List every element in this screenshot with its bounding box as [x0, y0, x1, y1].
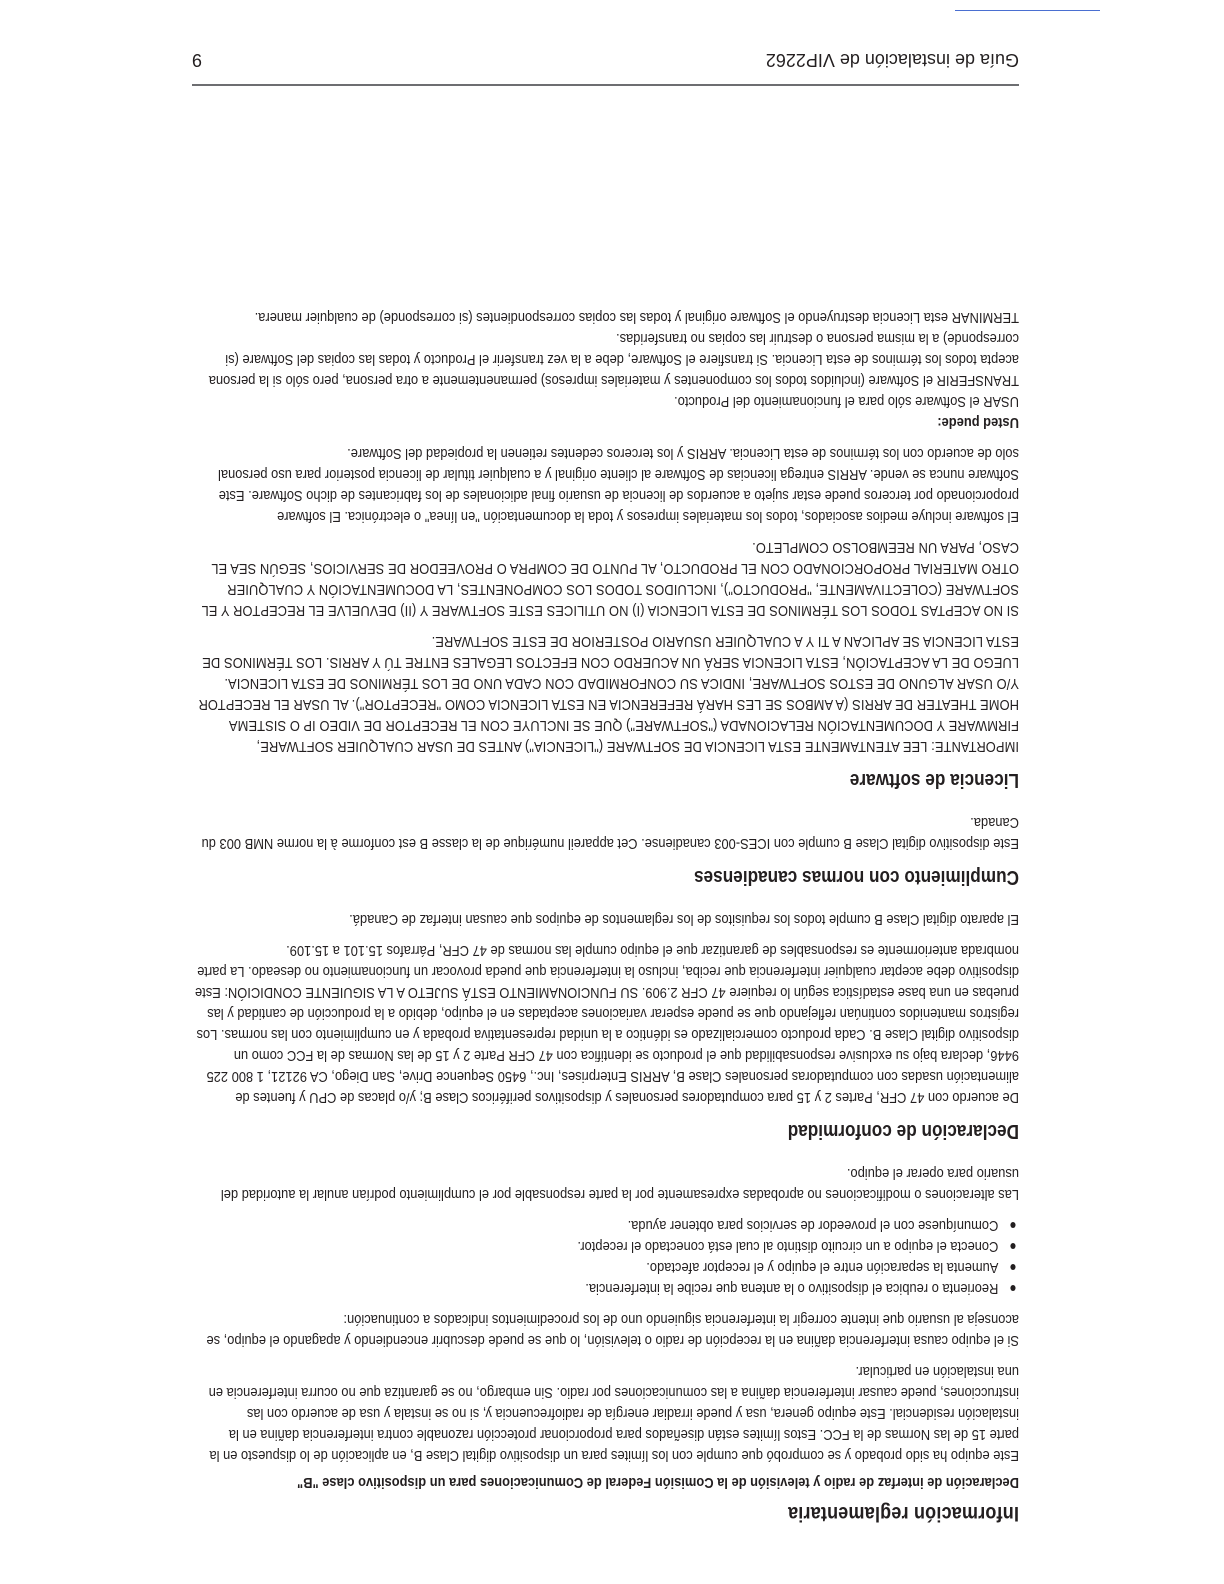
may-item: USAR el Software sólo para el funcionamiento del Producto. — [674, 393, 1019, 410]
list-item: Reorienta o reubica el dispositivo o la antena que recibe la interferencia. — [192, 1278, 999, 1299]
may-item: TERMINAR esta Licencia destruyendo el Software original y todas las copias correspondientes (si corresponde) de cualquier manera. — [254, 309, 1019, 326]
fcc-paragraph-3: Las alteraciones o modificaciones no aprobadas expresamente por la parte responsable por el cumplimiento podrían anular la autoridad del usuario para operar el equipo. — [220, 1165, 1019, 1203]
license-paragraph-2: SI NO ACEPTAS TODOS LOS TÉRMINOS DE ESTA LICENCIA (I) NO UTILICES ESTE SOFTWARE Y (II) DEVUELVE EL RECEPTOR Y EL SOFTWARE (COLECTIVAMENTE, "PRODUCTO"), INCLUIDOS TODOS LOS COMPONENTES, LA DOCUMENTACIÓN Y CUALQUIER OTRO MATERIAL PROPORCIONADO CON EL PRODUCTO, AL PUNTO DE COMPRA O PROVEEDOR DE SERVICIOS, SEGÚN SEA EL CASO, PARA UN REEMBOLSO COMPLETO. — [201, 539, 1019, 619]
page-content — [192, 307, 1019, 1524]
fcc-paragraph-2: Si el equipo causa interferencia dañina en la recepción de radio o televisión, lo que se puede descubrir encendiendo y apagando el equipo, se aconseja al usuario que intente corregir la interferencia siguiendo uno de los procedimientos indicados a continuación: — [206, 1311, 1019, 1349]
page-number: 9 — [192, 50, 203, 70]
list-item: Comuníquese con el proveedor de servicios para obtener ayuda. — [192, 1215, 999, 1236]
list-item: Conecta el equipo a un circuito distinto al cual está conectado el receptor. — [192, 1236, 999, 1257]
canada-paragraph: Este dispositivo digital Clase B cumple con ICES-003 canadiense. Cet appareil numérique de la classe B est conforme à la norme NMB 003 du Canada. — [201, 814, 1019, 852]
fcc-subheading: Declaración de interfaz de radio y televisión de la Comisión Federal de Comunicaciones para un dispositivo clase "B" — [297, 1474, 1019, 1491]
license-heading: Licencia de software — [849, 769, 1019, 791]
fcc-bullet-list — [192, 1215, 1019, 1299]
page-footer — [192, 49, 1019, 86]
may-label: Usted puede: — [937, 414, 1019, 431]
license-paragraph-3: El software incluye medios asociados, todos los materiales impresos y toda la documentación "en línea" o electrónica. El software proporcionado por terceros puede estar sujeto a acuerdos de licencia de usuario final adicionales de los fabricantes de dicho Software. Este Software nunca se vende. ARRIS entrega licencias de Software al cliente original y a cualquier titular de licencia posterior para uso personal solo de acuerdo con los términos de esta Licencia. ARRIS y los terceros cedentes retienen la propiedad del Software. — [218, 445, 1019, 525]
conformity-paragraph-1: De acuerdo con 47 CFR, Partes 2 y 15 para computadores personales y dispositivos periféricos Clase B; y/o placas de CPU y fuentes de alimentación usadas con computadoras personales Clase B, ARRIS Enterprises, Inc., 6450 Sequence Drive, San Diego, CA 92121, 1 800 225 9446, declara bajo su exclusive responsabilidad que el producto se identifica con 47 CFR Parte 2 y 15 de las Normas de la FCC como un dispositivo digital Clase B. Cada producto comercializado es idéntico a la unidad representativa probada y en cumplimiento con las normas. Los registros mantenidos continúan reflejando que se puede esperar variaciones aceptadas en el equipo, debido a la producción de cantidad y las pruebas en una base estadística según lo requiere 47 CFR 2.909. SU FUNCIONAMIENTO ESTÁ SUJETO A LA SIGUIENTE CONDICIÓN: Este dispositivo debe aceptar cualquier interferencia que reciba, incluso la interferencia que pueda provocar un funcionamiento no deseado. La parte nombrada anteriormente es responsables de garantizar que el equipo cumple las normas de 47 CFR, Párrafos 15.101 a 15.109. — [194, 942, 1019, 1106]
conformity-paragraph-2: El aparato digital Clase B cumple todos los requisitos de los reglamentos de equipos que causan interfaz de Canadá. — [349, 911, 1019, 928]
conformity-heading: Declaración de conformidad — [787, 1120, 1019, 1142]
canada-heading: Cumplimiento con normas canadienses — [694, 866, 1019, 888]
fcc-paragraph-1: Este equipo ha sido probado y se comprobó que cumple con los límites para un dispositivo digital Clase B, en aplicación de lo dispuesto en la parte 15 de las Normas de la FCC. Estos límites están diseñados para proporcionar protección razonable contra interferencia dañina en la instalación residencial. Este equipo genera, usa y puede irradiar energía de radiofrecuencia y, si no se instala y usa de acuerdo con las instrucciones, puede causar interferencia dañina a las comunicaciones por radio. Sin embargo, no se garantiza que no ocurra interferencia en una instalación en particular. — [208, 1363, 1019, 1464]
may-item: TRANSFERIR el Software (incluidos todos los componentes y materiales impresos) permanentemente a otra persona, pero sólo si la persona acepta todos los términos de esta Licencia. Si transfiere el Software, debe a la vez transferir el Producto y todas las copias del Software (si corresponde) a la misma persona o destruir las copias no transferidas. — [208, 330, 1019, 389]
license-paragraph-1: IMPORTANTE: LEE ATENTAMENTE ESTA LICENCIA DE SOFTWARE ("LICENCIA") ANTES DE USAR CUALQUIER SOFTWARE, FIRMWARE Y DOCUMENTACIÓN RELACIONADA ("SOFTWARE") QUE SE INCLUYE CON EL RECEPTOR DE VIDEO IP O SISTEMA HOME THEATER DE ARRIS (A AMBOS SE LES HARÁ REFERENCIA EN ESTA LICENCIA COMO "RECEPTOR"). AL USAR EL RECEPTOR Y/O USAR ALGUNO DE ESTOS SOFTWARE, INDICA SU CONFORMIDAD CON CADA UNO DE LOS TÉRMINOS DE ESTA LICENCIA. LUEGO DE LA ACEPTACIÓN, ESTA LICENCIA SERÁ UN ACUERDO CON EFECTOS LEGALES ENTRE TÚ Y ARRIS. LOS TÉRMINOS DE ESTA LICENCIA SE APLICAN A TI Y A CUALQUIER USUARIO POSTERIOR DE ESTE SOFTWARE. — [198, 633, 1019, 755]
list-item: Aumenta la separación entre el equipo y el receptor afectado. — [192, 1257, 999, 1278]
guide-title: Guía de instalación de VIP2262 — [765, 50, 1019, 70]
page-title: Información reglamentaria — [787, 1502, 1019, 1525]
